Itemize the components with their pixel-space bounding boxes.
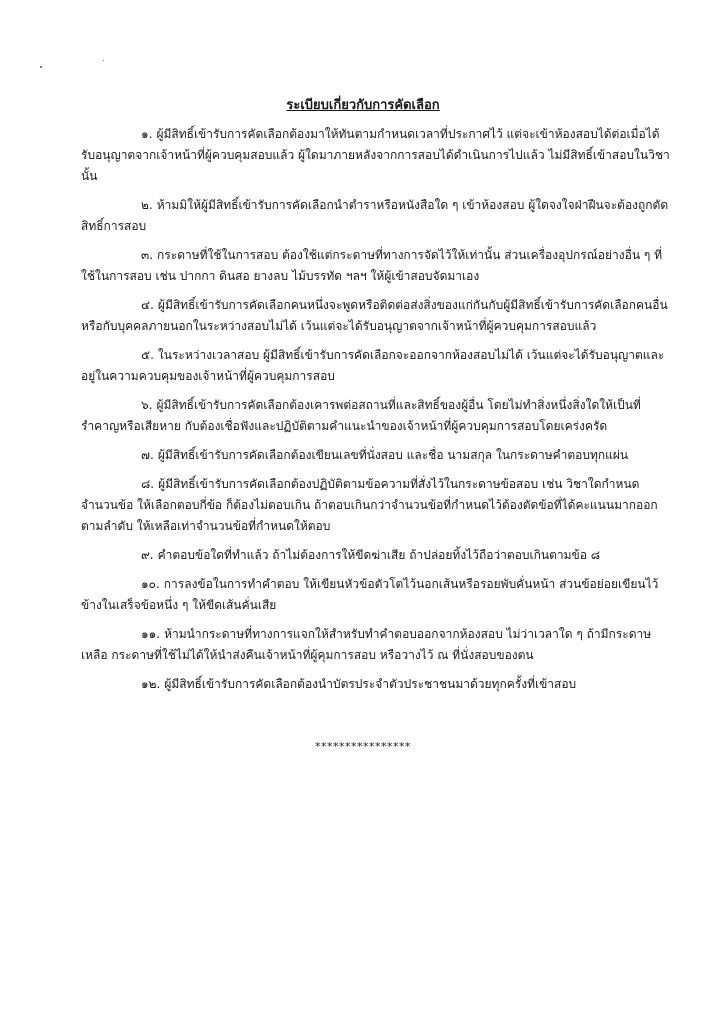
rule-number: ๙. <box>141 548 154 562</box>
rule-number: ๖. <box>141 398 153 412</box>
rule-text: ผู้มีสิทธิ์เข้ารับการคัดเลือกต้องเขียนเลขที่นั่งสอบ และชื่อ นามสกุล ในกระดาษคำตอบทุกแผ่น <box>157 448 629 462</box>
end-of-document-mark: **************** <box>315 740 411 753</box>
rule-number: ๘. <box>141 477 155 491</box>
rule-number: ๗. <box>141 448 154 462</box>
rule-number: ๓. <box>141 248 154 262</box>
rule-item <box>81 195 671 237</box>
rule-item <box>81 345 671 387</box>
scan-speck <box>103 60 104 61</box>
document-title: ระเบียบเกี่ยวกับการคัดเลือก <box>286 98 440 113</box>
rule-item <box>81 245 671 287</box>
rule-number: ๒. <box>141 198 153 212</box>
rule-text: กระดาษที่ใช้ในการสอบ ต้องใช้แต่กระดาษที่ทางการจัดไว้ให้เท่านั้น ส่วนเครื่องอุปกรณ์อย่างอื่น ๆ ที่ใช้ในการสอบ เช่น ปากกา ดินสอ ยางลบ ไม้บรรทัด ฯลฯ ให้ผู้เข้าสอบจัดมาเอง <box>81 248 663 283</box>
scan-speck <box>40 66 42 68</box>
rule-item <box>81 474 671 537</box>
rule-item <box>81 295 671 337</box>
rule-text: ผู้มีสิทธิ์เข้ารับการคัดเลือกต้องเคารพต่อสถานที่และสิทธิ์ของผู้อื่น โดยไม่ทำสิ่งหนึ่งสิ่งใดให้เป็นที่รำคาญหรือเสียหาย กับต้องเชื่อฟังและปฏิบัติตามคำแนะนำของเจ้าหน้าที่ผู้ควบคุมการสอบโดยเคร่งครัด <box>81 398 641 433</box>
rule-number: ๔. <box>141 298 154 312</box>
rule-text: ในระหว่างเวลาสอบ ผู้มีสิทธิ์เข้ารับการคัดเลือกจะออกจากห้องสอบไม่ได้ เว้นแต่จะได้รับอนุญาตและอยู่ในความควบคุมของเจ้าหน้าที่ผู้ควบคุมการสอบ <box>81 348 665 383</box>
rule-text: คำตอบข้อใดที่ทำแล้ว ถ้าไม่ต้องการให้ขีดฆ่าเสีย ถ้าปล่อยทิ้งไว้ถือว่าตอบเกินตามข้อ ๘ <box>157 548 601 562</box>
rule-item <box>81 395 671 437</box>
rule-item <box>81 674 671 695</box>
rule-number: ๑๐. <box>141 577 160 591</box>
rule-text: ผู้มีสิทธิ์เข้ารับการคัดเลือกต้องปฏิบัติตามข้อความที่สั่งไว้ในกระดาษข้อสอบ เช่น วิชาใดกำหนดจำนวนข้อ ให้เลือกตอบกี่ข้อ ก็ต้องไม่ตอบเกิน ถ้าตอบเกินกว่าจำนวนข้อที่กำหนดไว้ต้องตัดข้อที่ได้คะแนนมากออกตามลำดับ ให้เหลือเท่าจำนวนข้อที่กำหนดให้ตอบ <box>81 477 658 533</box>
rule-text: ผู้มีสิทธิ์เข้ารับการคัดเลือกต้องมาให้ทันตามกำหนดเวลาที่ประกาศไว้ แต่จะเข้าห้องสอบได้ต่อเมื่อได้รับอนุญาตจากเจ้าหน้าที่ผู้ควบคุมสอบแล้ว ผู้ใดมาภายหลังจากการสอบได้ดำเนินการไปแล้ว ไม่มีสิทธิ์เข้าสอบในวิชานั้น <box>81 127 670 183</box>
rule-number: ๕. <box>141 348 154 362</box>
rule-item <box>81 124 671 187</box>
rule-number: ๑. <box>141 127 153 141</box>
rule-text: ผู้มีสิทธิ์เข้ารับการคัดเลือกคนหนึ่งจะพูดหรือติดต่อส่งสิ่งของแก่กันกับผู้มีสิทธิ์เข้ารับการคัดเลือกคนอื่น หรือกับบุคคลภายนอกในระหว่างสอบไม่ได้ เว้นแต่จะได้รับอนุญาตจากเจ้าหน้าที่ผู้ควบคุมการสอบแล้ว <box>81 298 668 333</box>
rule-number: ๑๑. <box>141 627 161 641</box>
rule-text: การลงข้อในการทำคำตอบ ให้เขียนหัวข้อตัวโตไว้นอกเส้นหรือรอยพับคั่นหน้า ส่วนข้อย่อยเขียนไว้ข้างในเสร็จข้อหนึ่ง ๆ ให้ขีดเส้นคั่นเสีย <box>81 577 659 612</box>
rule-number: ๑๒. <box>141 677 161 691</box>
rule-item <box>81 445 671 466</box>
rule-item <box>81 545 671 566</box>
rule-item <box>81 574 671 616</box>
rule-text: ห้ามนำกระดาษที่ทางการแจกให้สำหรับทำคำตอบออกจากห้องสอบ ไม่ว่าเวลาใด ๆ ถ้ามีกระดาษเหลือ กระดาษที่ใช้ไม่ได้ให้นำส่งคืนเจ้าหน้าที่ผู้คุมการสอบ หรือวางไว้ ณ ที่นั่งสอบของตน <box>81 627 652 662</box>
rule-text: ห้ามมิให้ผู้มีสิทธิ์เข้ารับการคัดเลือกนำตำราหรือหนังสือใด ๆ เข้าห้องสอบ ผู้ใดจงใจฝ่าฝืนจะต้องถูกตัดสิทธิ์การสอบ <box>81 198 669 233</box>
rule-item <box>81 624 671 666</box>
rule-text: ผู้มีสิทธิ์เข้ารับการคัดเลือกต้องนำบัตรประจำตัวประชาชนมาด้วยทุกครั้งที่เข้าสอบ <box>164 677 577 691</box>
rules-list <box>81 124 671 703</box>
